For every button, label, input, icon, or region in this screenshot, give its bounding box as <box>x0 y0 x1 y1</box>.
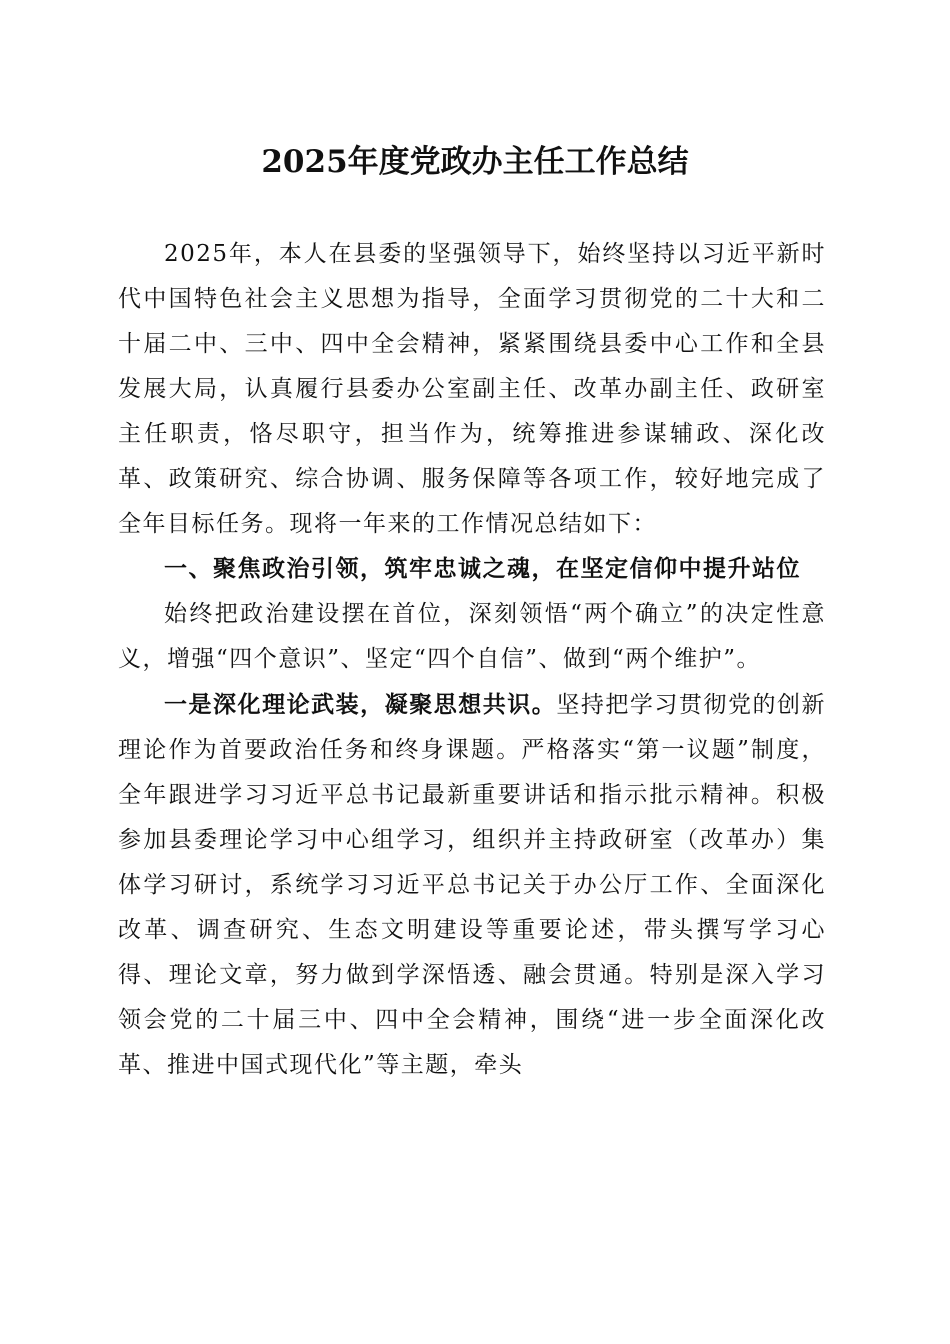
section-1-heading: 一、聚焦政治引领，筑牢忠诚之魂，在坚定信仰中提升站位 <box>164 556 801 582</box>
intro-paragraph: 2025年，本人在县委的坚强领导下，始终坚持以习近平新时代中国特色社会主义思想为指导，全面学习贯彻党的二十大和二十届二中、三中、四中全会精神，紧紧围绕县委中心工作和全县发展大局，认真履行县委办公室副主任、改革办副主任、政研室主任职责，恪尽职守，担当作为，统筹推进参谋辅政、深化改革、政策研究、综合协调、服务保障等各项工作，较好地完成了全年目标任务。现将一年来的工作情况总结如下： <box>118 241 826 537</box>
document-body <box>118 232 826 1088</box>
document-title: 2025年度党政办主任工作总结 <box>261 144 689 180</box>
item-1-paragraph <box>118 682 826 1088</box>
item-1-body: 坚持把学习贯彻党的创新理论作为首要政治任务和终身课题。严格落实“第一议题”制度，全年跟进学习习近平总书记最新重要讲话和指示批示精神。积极参加县委理论学习中心组学习，组织并主持政研室（改革办）集体学习研讨，系统学习习近平总书记关于办公厅工作、全面深化改革、调查研究、生态文明建设等重要论述，带头撰写学习心得、理论文章，努力做到学深悟透、融会贯通。特别是深入学习领会党的二十届三中、四中全会精神，围绕“进一步全面深化改革、推进中国式现代化”等主题，牵头 <box>118 692 827 1078</box>
section-1-paragraph: 始终把政治建设摆在首位，深刻领悟“两个确立”的决定性意义，增强“四个意识”、坚定“四个自信”、做到“两个维护”。 <box>118 601 826 672</box>
item-1-lead: 一是深化理论武装，凝聚思想共识。 <box>164 691 557 718</box>
